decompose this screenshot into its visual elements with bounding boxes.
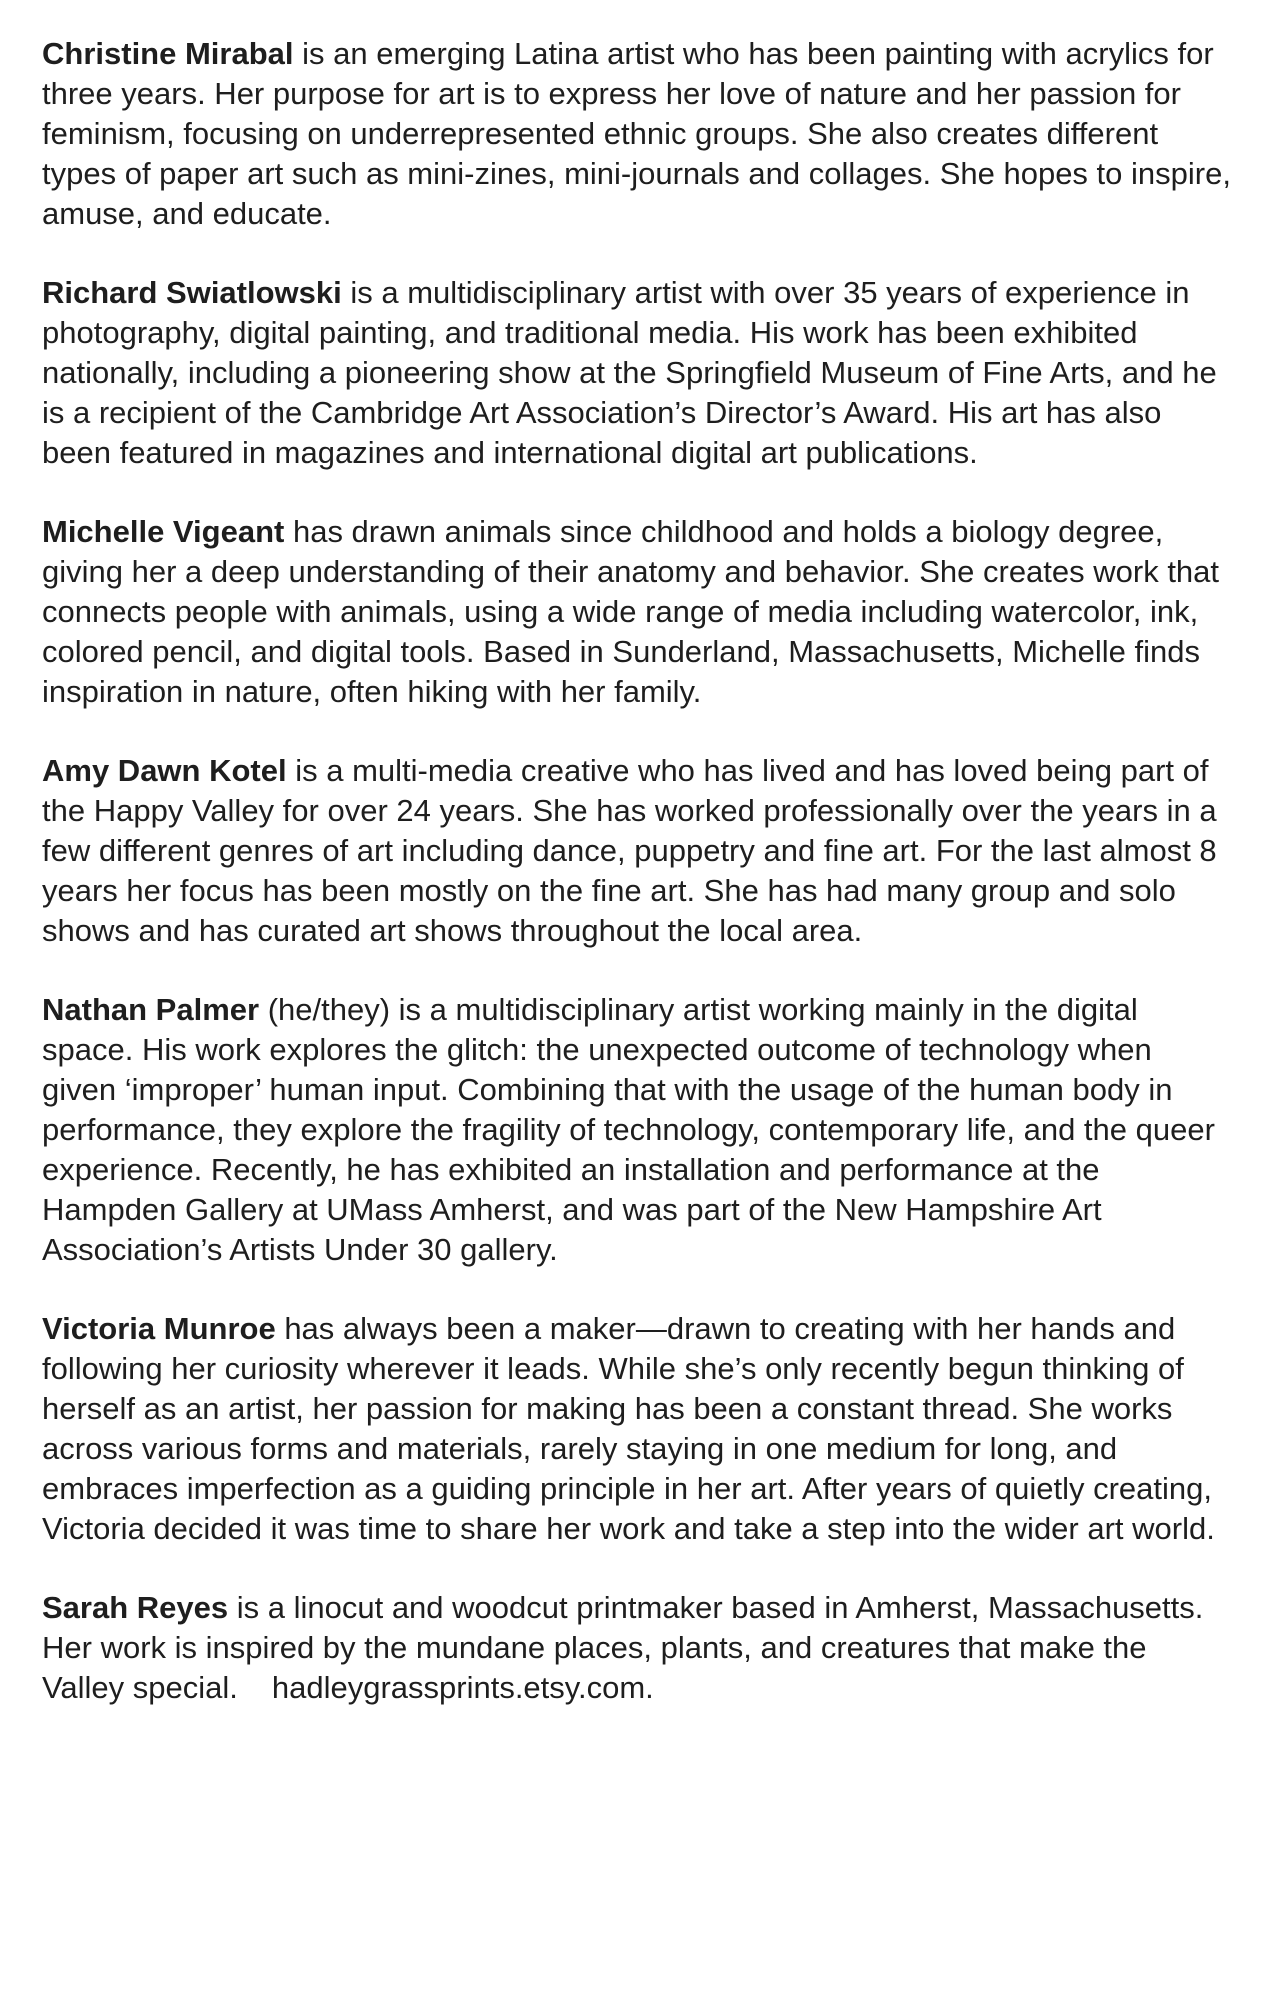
bio-amy-dawn-kotel [42, 751, 1233, 951]
bio-text: (he/they) is a multidisciplinary artist working mainly in the digital space. His work explores the glitch: the unexpected outcome of technology when given ‘improper’ human input. Combining that with the usage of the human body in performance, they explore the fragility of technology, contemporary life, and the queer experience. Recently, he has exhibited an installation and performance at the Hampden Gallery at UMass Amherst, and was part of the New Hampshire Art Association’s Artists Under 30 gallery. [42, 992, 1215, 1267]
bio-text: is a multidisciplinary artist with over 35 years of experience in photography, digital painting, and traditional media. His work has been exhibited nationally, including a pioneering show at the Springfield Museum of Fine Arts, and he is a recipient of the Cambridge Art Association’s Director’s Award. His art has also been featured in magazines and international digital art publications. [42, 275, 1217, 470]
artist-name: Michelle Vigeant [42, 514, 285, 549]
artist-name: Sarah Reyes [42, 1590, 229, 1625]
artist-name: Amy Dawn Kotel [42, 753, 287, 788]
bio-richard-swiatlowski [42, 273, 1233, 473]
artist-name: Richard Swiatlowski [42, 275, 342, 310]
bio-nathan-palmer [42, 990, 1233, 1270]
bio-christine-mirabal [42, 34, 1233, 234]
bio-text: is a multi-media creative who has lived and has loved being part of the Happy Valley for over 24 years. She has worked professionally over the years in a few different genres of art including dance, puppetry and fine art. For the last almost 8 years her focus has been mostly on the fine art. She has had many group and solo shows and has curated art shows throughout the local area. [42, 753, 1217, 948]
bio-text: has drawn animals since childhood and holds a biology degree, giving her a deep understanding of their anatomy and behavior. She creates work that connects people with animals, using a wide range of media including watercolor, ink, colored pencil, and digital tools. Based in Sunderland, Massachusetts, Michelle finds inspiration in nature, often hiking with her family. [42, 514, 1220, 709]
bio-michelle-vigeant [42, 512, 1233, 712]
bio-text: has always been a maker—drawn to creating with her hands and following her curiosity wherever it leads. While she’s only recently begun thinking of herself as an artist, her passion for making has been a constant thread. She works across various forms and materials, rarely staying in one medium for long, and embraces imperfection as a guiding principle in her art. After years of quietly creating, Victoria decided it was time to share her work and take a step into the wider art world. [42, 1311, 1215, 1546]
artist-name: Christine Mirabal [42, 36, 294, 71]
etsy-link[interactable]: hadleygrassprints.etsy.com. [271, 1670, 654, 1705]
bio-text: is an emerging Latina artist who has been painting with acrylics for three years. Her purpose for art is to express her love of nature and her passion for feminism, focusing on underrepresented ethnic groups. She also creates different types of paper art such as mini-zines, mini-journals and collages. She hopes to inspire, amuse, and educate. [42, 36, 1231, 231]
bio-sarah-reyes [42, 1588, 1233, 1708]
bio-victoria-munroe [42, 1309, 1233, 1549]
artist-name: Nathan Palmer [42, 992, 260, 1027]
bio-text: is a linocut and woodcut printmaker based in Amherst, Massachusetts. Her work is inspired by the mundane places, plants, and creatures that make the Valley special. [42, 1590, 1204, 1705]
artist-name: Victoria Munroe [42, 1311, 276, 1346]
